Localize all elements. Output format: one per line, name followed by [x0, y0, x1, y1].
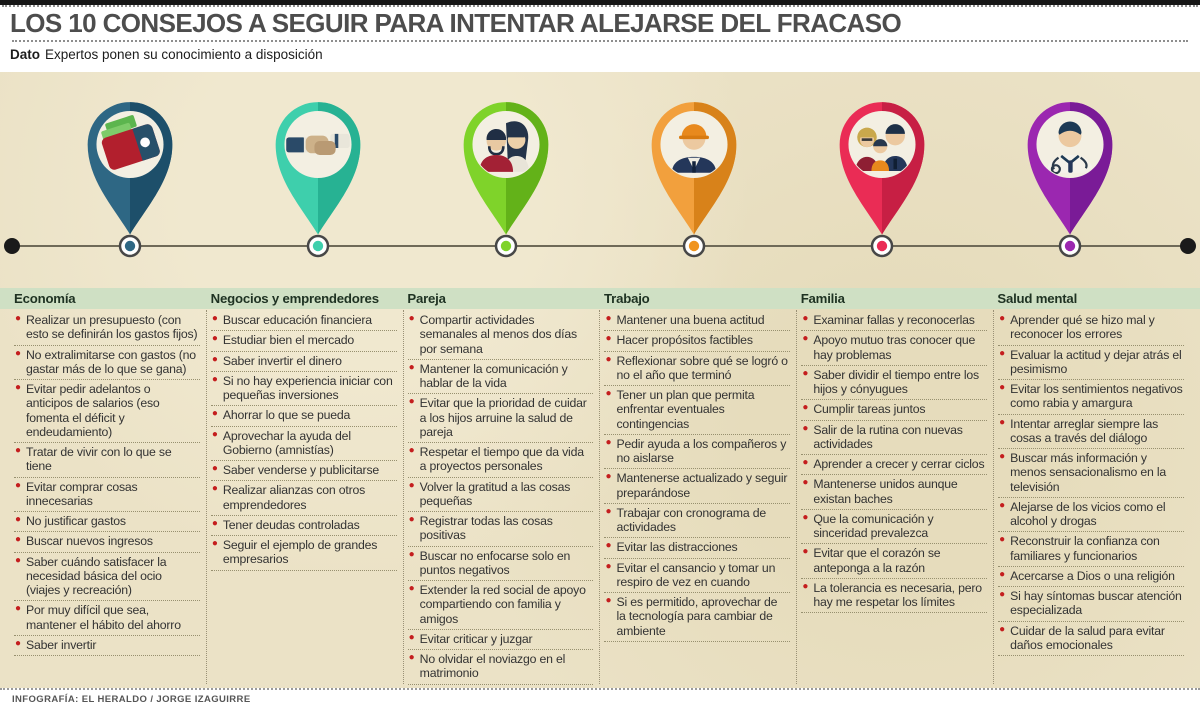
advice-item: [801, 544, 987, 579]
advice-text: Evitar las distracciones: [616, 540, 738, 555]
bullet-icon: ●: [15, 347, 21, 359]
advice-item: [998, 532, 1184, 567]
bullet-icon: ●: [605, 313, 612, 324]
advice-item: [408, 547, 594, 582]
advice-text: Que la comunicación y sinceridad prevalezca: [813, 511, 934, 540]
advice-item: [14, 443, 200, 478]
advice-text: No justificar gastos: [26, 514, 126, 528]
column-title: Economía: [14, 291, 76, 306]
bullet-icon: ●: [999, 589, 1005, 600]
advice-columns: [0, 310, 1200, 684]
timeline-marker: [308, 236, 328, 256]
advice-item: [801, 400, 987, 420]
advice-text: Ahorrar lo que se pueda: [222, 408, 351, 423]
advice-text: Tratar de vivir con lo que se tiene: [26, 445, 172, 474]
bullet-icon: ●: [211, 353, 218, 365]
advice-item: [998, 567, 1184, 587]
column-title: Pareja: [407, 291, 446, 306]
advice-text: Realizar alianzas con otros emprendedores: [222, 483, 366, 512]
bullet-icon: ●: [605, 505, 612, 517]
advice-item: [801, 366, 987, 401]
advice-item: [801, 510, 987, 545]
bullet-icon: ●: [408, 583, 415, 594]
advice-text: Aprender a crecer y cerrar ciclos: [813, 457, 985, 471]
advice-item: [801, 475, 987, 510]
advice-text: Aprender qué se hizo mal y reconocer los errores: [1010, 313, 1155, 342]
advice-item: [604, 435, 790, 470]
bullet-icon: ●: [211, 313, 218, 324]
advice-item: [408, 512, 594, 547]
bullet-icon: ●: [211, 408, 218, 420]
bullet-icon: ●: [408, 396, 415, 408]
advice-item: [801, 455, 987, 475]
timeline-marker: [120, 236, 140, 256]
advice-text: Reflexionar sobre qué se logró o no el año que terminó: [616, 353, 788, 382]
bullet-icon: ●: [211, 373, 218, 385]
advice-column: [599, 310, 796, 684]
advice-column: [10, 310, 206, 684]
advice-text: Intentar arreglar siempre las cosas a través del diálogo: [1010, 416, 1159, 445]
advice-text: Buscar nuevos ingresos: [26, 534, 153, 549]
advice-text: Buscar educación financiera: [222, 313, 372, 327]
advice-item: [408, 311, 594, 360]
advice-column: [206, 310, 403, 684]
advice-item: [604, 386, 790, 435]
advice-text: Si es permitido, aprovechar de la tecnología para cambiar de ambiente: [616, 595, 778, 638]
advice-item: [604, 559, 790, 594]
advice-item: [604, 352, 790, 387]
advice-item: [211, 352, 397, 372]
advice-item: [408, 630, 594, 650]
dotted-rule: [2, 5, 1198, 7]
bullet-icon: ●: [408, 514, 415, 525]
advice-text: Saber venderse y publicitarse: [222, 463, 380, 477]
advice-item: [211, 461, 397, 481]
timeline: [0, 228, 1200, 268]
advice-text: Realizar un presupuesto (con esto se definirán los gastos fijos): [26, 313, 198, 342]
advice-item: [408, 581, 594, 630]
timeline-marker: [1060, 236, 1080, 256]
advice-item: [211, 311, 397, 331]
advice-item: [211, 536, 397, 571]
bullet-icon: ●: [605, 540, 612, 552]
advice-text: Mantenerse actualizado y seguir preparándose: [616, 471, 788, 500]
bullet-icon: ●: [802, 402, 809, 414]
advice-text: Reconstruir la confianza con familiares y funcionarios: [1010, 534, 1160, 563]
advice-item: [408, 478, 594, 513]
advice-text: Alejarse de los vicios como el alcohol y drogas: [1010, 499, 1166, 528]
advice-text: Buscar no enfocarse solo en puntos negativos: [419, 548, 571, 577]
advice-text: Saber invertir: [26, 637, 97, 652]
bullet-icon: ●: [999, 568, 1005, 580]
wallet-pin: [77, 88, 183, 238]
advice-column: [993, 310, 1190, 684]
bullet-icon: ●: [802, 457, 809, 468]
advice-text: Salir de la rutina con nuevas actividades: [813, 422, 963, 451]
column-title: Familia: [800, 291, 845, 306]
advice-text: Tener un plan que permita enfrentar eventuales contingencias: [616, 388, 755, 431]
advice-text: Hacer propósitos factibles: [616, 333, 753, 348]
advice-item: [211, 406, 397, 426]
advice-text: Saber dividir el tiempo entre los hijos y cónyugues: [813, 367, 979, 396]
advice-item: [211, 331, 397, 351]
timeline-marker: [684, 236, 704, 256]
advice-item: [408, 650, 594, 685]
advice-item: [998, 415, 1184, 450]
advice-item: [604, 469, 790, 504]
timeline-end-dot: [4, 238, 20, 254]
bullet-icon: ●: [211, 463, 218, 474]
advice-item: [801, 421, 987, 456]
advice-text: Pedir ayuda a los compañeros y no aislarse: [616, 436, 787, 465]
advice-text: Evitar comprar cosas innecesarias: [26, 479, 138, 508]
advice-item: [14, 553, 200, 602]
bullet-icon: ●: [802, 313, 809, 324]
bullet-icon: ●: [605, 436, 612, 448]
advice-item: [408, 394, 594, 443]
parchment-board: [0, 72, 1200, 688]
advice-item: [998, 346, 1184, 381]
bullet-icon: ●: [15, 445, 21, 456]
advice-text: Volver la gratitud a las cosas pequeñas: [419, 479, 571, 508]
bullet-icon: ●: [15, 313, 21, 324]
advice-item: [408, 360, 594, 395]
advice-text: Trabajar con cronograma de actividades: [616, 505, 766, 534]
bullet-icon: ●: [408, 479, 415, 491]
advice-text: Si hay síntomas buscar atención especializada: [1010, 589, 1182, 618]
bullet-icon: ●: [605, 333, 612, 345]
advice-item: [14, 532, 200, 552]
advice-text: Mantener una buena actitud: [616, 313, 765, 327]
advice-list: [998, 311, 1184, 656]
advice-text: Si no hay experiencia iniciar con pequeñas inversiones: [222, 373, 393, 402]
bullet-icon: ●: [408, 361, 415, 373]
bullet-icon: ●: [802, 367, 809, 379]
advice-item: [998, 587, 1184, 622]
bullet-icon: ●: [15, 514, 21, 525]
advice-text: Extender la red social de apoyo compartiendo con familia y amigos: [419, 583, 586, 626]
advice-list: [408, 311, 594, 685]
bullet-icon: ●: [802, 333, 809, 345]
advice-item: [14, 311, 200, 346]
bullet-icon: ●: [15, 479, 21, 491]
credit-line: INFOGRAFÍA: EL HERALDO / JORGE IZAGUIRRE: [12, 693, 251, 705]
bullet-icon: ●: [211, 428, 218, 440]
bullet-icon: ●: [802, 511, 809, 523]
advice-item: [998, 449, 1184, 498]
advice-item: [14, 601, 200, 636]
advice-text: Evaluar la actitud y dejar atrás el pesimismo: [1010, 347, 1182, 376]
advice-item: [801, 579, 987, 614]
advice-item: [14, 346, 200, 381]
advice-column: [403, 310, 600, 684]
advice-text: Evitar pedir adelantos o anticipos de salarios (eso fomenta el déficit y endeudamiento): [26, 382, 160, 439]
advice-item: [14, 478, 200, 513]
column-title-strip: [0, 288, 1200, 309]
advice-item: [211, 427, 397, 462]
bullet-icon: ●: [211, 483, 218, 495]
advice-text: Apoyo mutuo tras conocer que hay problemas: [813, 333, 976, 362]
bullet-icon: ●: [802, 422, 809, 434]
bullet-icon: ●: [999, 347, 1005, 359]
timeline-marker: [872, 236, 892, 256]
bullet-icon: ●: [15, 637, 21, 649]
advice-text: Mantenerse unidos aunque existan baches: [813, 477, 958, 506]
advice-item: [998, 498, 1184, 533]
timeline-end-dot: [1180, 238, 1196, 254]
bullet-icon: ●: [15, 382, 21, 393]
advice-item: [14, 512, 200, 532]
bullet-icon: ●: [999, 499, 1005, 511]
column-title: Negocios y emprendedores: [210, 291, 379, 306]
advice-text: Evitar los sentimientos negativos como rabia y amargura: [1010, 382, 1183, 411]
bullet-icon: ●: [408, 652, 415, 663]
doctor-pin: [1017, 88, 1123, 238]
bullet-icon: ●: [802, 580, 809, 592]
bullet-icon: ●: [15, 554, 21, 566]
advice-text: Respetar el tiempo que da vida a proyectos personales: [419, 445, 584, 474]
bullet-icon: ●: [408, 313, 415, 324]
dotted-rule: [12, 40, 1188, 42]
bullet-icon: ●: [999, 451, 1005, 462]
advice-text: Acercarse a Dios o una religión: [1010, 568, 1175, 583]
bullet-icon: ●: [211, 517, 218, 529]
advice-item: [211, 372, 397, 407]
footer: [0, 688, 1200, 708]
bullet-icon: ●: [802, 546, 809, 558]
advice-text: Evitar criticar y juzgar: [419, 631, 533, 646]
bullet-icon: ●: [605, 388, 612, 399]
advice-item: [408, 443, 594, 478]
timeline-marker: [496, 236, 516, 256]
advice-item: [604, 311, 790, 331]
page-title: LOS 10 CONSEJOS A SEGUIR PARA INTENTAR ALEJARSE DEL FRACASO: [10, 8, 902, 38]
advice-text: Estudiar bien el mercado: [222, 333, 355, 348]
kicker-label: Dato: [10, 47, 40, 63]
bullet-icon: ●: [408, 548, 415, 560]
advice-text: Registrar todas las cosas positivas: [419, 514, 553, 543]
advice-list: [604, 311, 790, 642]
bullet-icon: ●: [999, 623, 1005, 635]
advice-text: No olvidar el noviazgo en el matrimonio: [419, 652, 566, 681]
advice-text: Evitar que el corazón se anteponga a la razón: [813, 546, 941, 575]
advice-item: [604, 538, 790, 558]
advice-item: [998, 622, 1184, 657]
bullet-icon: ●: [605, 471, 612, 483]
bullet-icon: ●: [605, 353, 612, 365]
bullet-icon: ●: [802, 477, 809, 489]
bullet-icon: ●: [999, 313, 1005, 324]
kicker-text: Expertos ponen su conocimiento a disposición: [45, 47, 323, 63]
bullet-icon: ●: [15, 534, 21, 546]
bullet-icon: ●: [211, 333, 218, 345]
advice-text: Buscar más información y menos sensacionalismo en la televisión: [1010, 451, 1167, 494]
advice-text: Por muy difícil que sea, mantener el hábito del ahorro: [26, 603, 181, 632]
advice-text: Aprovechar la ayuda del Gobierno (amnistías): [222, 428, 351, 457]
advice-text: Tener deudas controladas: [222, 517, 360, 532]
advice-text: Cumplir tareas juntos: [813, 402, 926, 417]
bullet-icon: ●: [15, 603, 21, 615]
advice-item: [604, 331, 790, 351]
advice-item: [211, 516, 397, 536]
bullet-icon: ●: [999, 382, 1005, 393]
column-title: Salud mental: [997, 291, 1078, 306]
bullet-icon: ●: [999, 416, 1005, 428]
advice-text: Compartir actividades semanales al menos dos días por semana: [419, 313, 577, 356]
advice-item: [604, 593, 790, 642]
advice-item: [604, 504, 790, 539]
advice-text: Mantener la comunicación y hablar de la vida: [419, 361, 568, 390]
kicker: [10, 47, 1190, 62]
advice-item: [211, 481, 397, 516]
advice-item: [998, 311, 1184, 346]
bullet-icon: ●: [605, 595, 612, 606]
advice-text: La tolerancia es necesaria, pero hay me respetar los límites: [813, 580, 982, 609]
advice-item: [998, 380, 1184, 415]
advice-list: [14, 311, 200, 656]
bullet-icon: ●: [408, 445, 415, 456]
header: [0, 10, 1200, 62]
advice-text: No extralimitarse con gastos (no gastar más de lo que se gana): [26, 347, 196, 376]
advice-column: [796, 310, 993, 684]
family-pin: [829, 88, 935, 238]
bullet-icon: ●: [211, 538, 218, 549]
handshake-pin: [265, 88, 371, 238]
advice-text: Seguir el ejemplo de grandes empresarios: [222, 538, 378, 567]
advice-text: Saber cuándo satisfacer la necesidad básica del ocio (viajes y recreación): [26, 554, 167, 597]
advice-text: Evitar el cansancio y tomar un respiro de vez en cuando: [616, 560, 776, 589]
couple-pin: [453, 88, 559, 238]
advice-list: [211, 311, 397, 571]
advice-item: [14, 380, 200, 443]
bullet-icon: ●: [605, 560, 612, 572]
advice-item: [801, 311, 987, 331]
advice-text: Evitar que la prioridad de cuidar a los hijos arruine la salud de pareja: [419, 396, 587, 439]
advice-list: [801, 311, 987, 613]
advice-item: [14, 636, 200, 656]
advice-text: Saber invertir el dinero: [222, 353, 342, 368]
bullet-icon: ●: [999, 534, 1005, 546]
bullet-icon: ●: [408, 631, 415, 643]
advice-item: [801, 331, 987, 366]
column-title: Trabajo: [604, 291, 650, 306]
advice-text: Cuidar de la salud para evitar daños emocionales: [1010, 623, 1165, 652]
advice-text: Examinar fallas y reconocerlas: [813, 313, 975, 327]
worker-pin: [641, 88, 747, 238]
